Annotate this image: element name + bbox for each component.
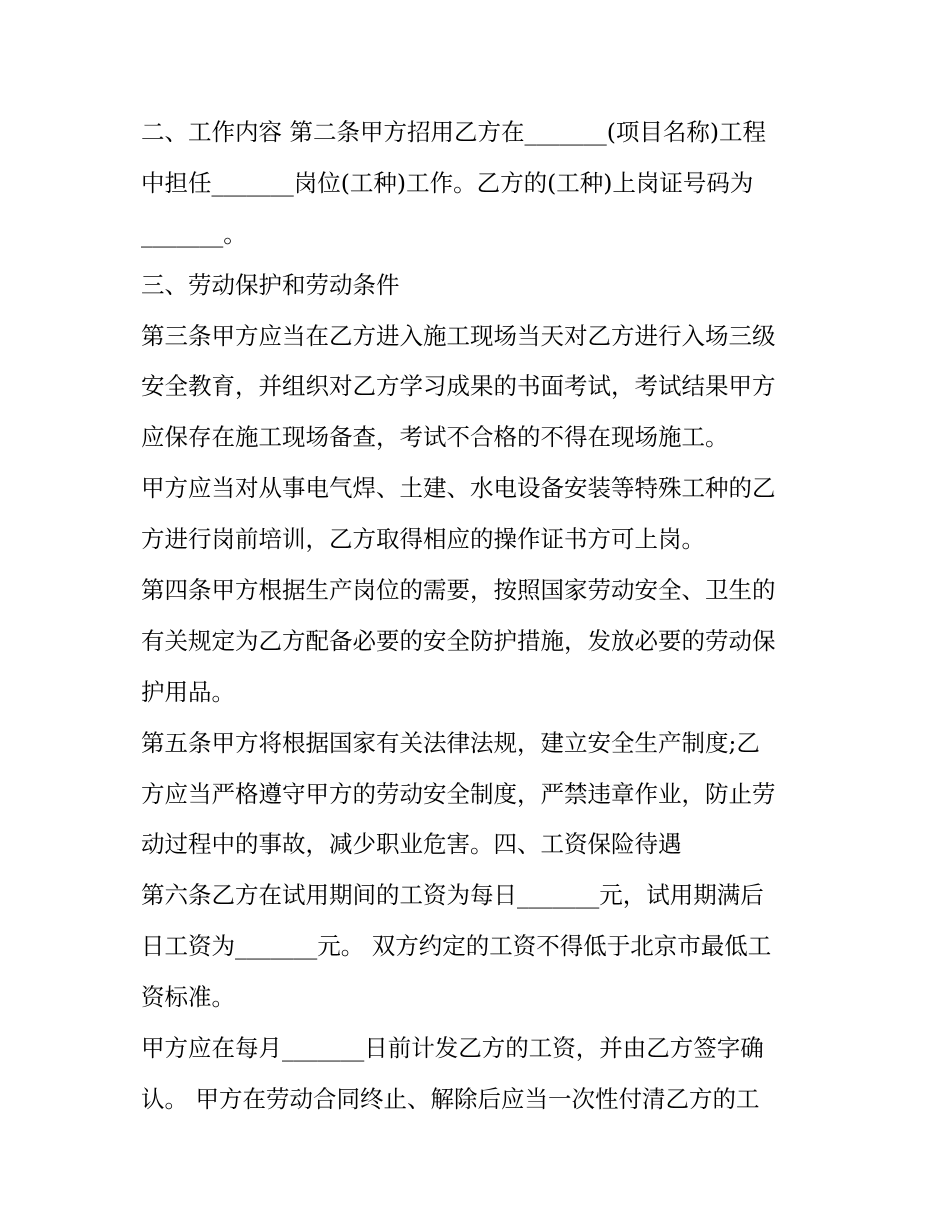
text-line: 第四条甲方根据生产岗位的需要，按照国家劳动安全、卫生的: [141, 576, 776, 605]
text-line: 资标准。: [141, 983, 235, 1012]
text-line: 二、工作内容 第二条甲方招用乙方在_______(项目名称)工程: [141, 118, 767, 146]
text-line: 动过程中的事故，减少职业危害。四、工资保险待遇: [141, 830, 682, 859]
text-line: 中担任_______岗位(工种)工作。乙方的(工种)上岗证号码为: [141, 168, 754, 197]
document-body: [141, 107, 821, 1125]
text-line: 认。 甲方在劳动合同终止、解除后应当一次性付清乙方的工: [141, 1084, 760, 1113]
text-line: 甲方应当对从事电气焊、土建、水电设备安装等特殊工种的乙: [141, 474, 776, 503]
text-line: 护用品。: [141, 677, 235, 706]
text-line: 应保存在施工现场备查，考试不合格的不得在现场施工。: [141, 423, 729, 452]
text-line: 方进行岗前培训，乙方取得相应的操作证书方可上岗。: [141, 525, 705, 554]
text-line: 第三条甲方应当在乙方进入施工现场当天对乙方进行入场三级: [141, 321, 776, 350]
text-line: 有关规定为乙方配备必要的安全防护措施，发放必要的劳动保: [141, 626, 776, 655]
text-line: 第六条乙方在试用期间的工资为每日_______元，试用期满后: [141, 881, 764, 910]
text-line: 甲方应在每月_______日前计发乙方的工资，并由乙方签字确: [141, 1034, 764, 1063]
text-line: 方应当严格遵守甲方的劳动安全制度，严禁违章作业，防止劳: [141, 779, 776, 808]
text-line: 第五条甲方将根据国家有关法律法规，建立安全生产制度;乙: [141, 728, 760, 757]
section-heading: 三、劳动保护和劳动条件: [141, 270, 400, 299]
text-line: 日工资为_______元。 双方约定的工资不得低于北京市最低工: [141, 932, 772, 961]
text-line: _______。: [141, 219, 247, 248]
text-line: 安全教育，并组织对乙方学习成果的书面考试，考试结果甲方: [141, 372, 776, 401]
